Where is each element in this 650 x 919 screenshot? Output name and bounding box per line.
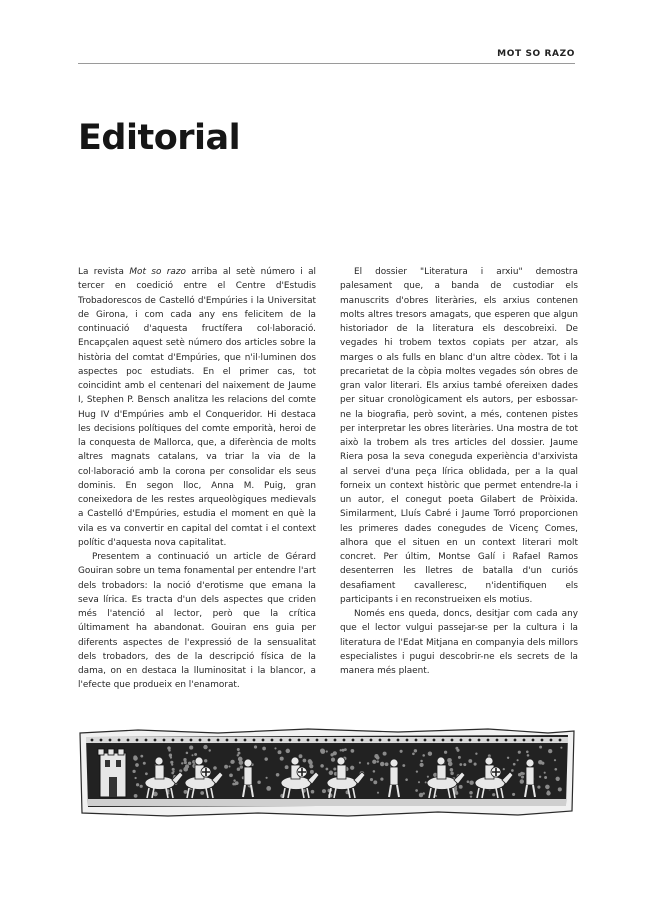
foliage-dot xyxy=(415,789,418,792)
foliage-dot xyxy=(418,781,420,783)
foliage-dot xyxy=(474,763,477,766)
foliage-dot xyxy=(266,777,268,779)
paragraph-dossier: El dossier "Literatura i arxiu" demostra palesament que, a banda de custodiar els manuscrits d'obres literàries, els arxius contenen molts altres tresors amagats, que esperen que algun historiador de la literatura els descobreixi. De vegades hi trobem textos copiats per atzar, als marges o als fulls en blanc d'un altre còdex. Tot i la precarietat de la còpia moltes vegades són obres de gran valor literari. Els arxius també ofereixen dades per situar cronològicament els autors, per esbossar-ne la biografia, però sovint, a més, contenen pistes per interpretar les obres literàries. Una mostra de tot això la trobem als tres articles del dossier. Jaume Riera posa la seva coneguda experiència d'arxivista al servei d'una peça lírica oblidada, per a la qual forneix un context històric que permet entendre-la i un autor, el conegut poeta Gilabert de Pròixida. Similarment, Lluís Cabré i Jaume Torró proporcionen les primeres dades conegudes de Vicenç Comes, alhora que el situen en un context literari molt concret. Per últim, Montse Galí i Rafael Ramos desenterren les lletres de batalla d'un curiós desafiament cavalleresc, n'identifiquen els participants i en reconstrueixen els motius. xyxy=(340,267,578,605)
foliage-dot xyxy=(517,759,519,761)
castle-tower xyxy=(98,749,126,797)
foliage-dot xyxy=(140,785,143,788)
border-dot xyxy=(235,739,238,742)
border-dot xyxy=(244,739,247,742)
border-dot xyxy=(316,739,319,742)
foliage-dot xyxy=(467,780,470,783)
foliage-dot xyxy=(239,760,244,765)
rider-head xyxy=(291,757,299,765)
figure-body xyxy=(526,767,534,785)
foliage-dot xyxy=(428,752,432,756)
foliage-dot xyxy=(554,768,557,771)
border-dot xyxy=(433,739,436,742)
foliage-dot xyxy=(181,762,183,764)
foliage-dot xyxy=(186,752,189,755)
foliage-dot xyxy=(503,768,505,770)
foliage-dot xyxy=(310,770,314,774)
foliage-dot xyxy=(311,790,315,794)
foliage-dot xyxy=(285,765,289,769)
foliage-dot xyxy=(280,757,284,761)
foliage-dot xyxy=(359,762,361,764)
foliage-dot xyxy=(548,749,552,753)
foliage-dot xyxy=(372,760,376,764)
foliage-dot xyxy=(278,750,282,754)
foliage-dot xyxy=(342,749,345,752)
border-dot xyxy=(271,739,274,742)
foliage-dot xyxy=(425,781,427,783)
border-dot xyxy=(136,739,139,742)
foliage-dot xyxy=(331,758,335,762)
foliage-dot xyxy=(377,792,379,794)
border-dot xyxy=(478,739,481,742)
foliage-dot xyxy=(189,746,193,750)
foliage-dot xyxy=(140,755,143,758)
foliage-dot xyxy=(539,776,541,778)
border-dot xyxy=(424,739,427,742)
foliage-dot xyxy=(136,783,139,786)
foliage-dot xyxy=(518,751,521,754)
foliage-dot xyxy=(264,757,267,760)
foliage-dot xyxy=(412,752,415,755)
foliage-dot xyxy=(169,754,172,757)
border-dot xyxy=(172,739,175,742)
border-dot xyxy=(154,739,157,742)
border-dot xyxy=(145,739,148,742)
foliage-dot xyxy=(194,753,197,756)
foliage-dot xyxy=(377,760,379,762)
foliage-dot xyxy=(326,750,328,752)
rider-body xyxy=(437,765,446,779)
foliage-dot xyxy=(468,759,472,763)
foliage-dot xyxy=(538,760,542,764)
foliage-dot xyxy=(560,747,562,749)
foliage-dot xyxy=(204,759,207,762)
foliage-dot xyxy=(374,754,378,758)
border-dot xyxy=(523,739,526,742)
border-dot xyxy=(163,739,166,742)
foliage-dot xyxy=(183,758,186,761)
figure-head xyxy=(244,759,252,767)
border-dot xyxy=(541,739,544,742)
foliage-dot xyxy=(547,790,550,793)
foliage-dot xyxy=(192,754,194,756)
foliage-dot xyxy=(350,766,354,770)
border-dot xyxy=(379,739,382,742)
foliage-dot xyxy=(213,766,217,770)
foliage-dot xyxy=(402,764,405,767)
foliage-dot xyxy=(380,762,384,766)
foliage-dot xyxy=(188,762,191,765)
foliage-dot xyxy=(511,769,514,772)
foliage-dot xyxy=(170,756,172,758)
foliage-dot xyxy=(299,754,303,758)
rider-head xyxy=(485,757,493,765)
border-dot xyxy=(226,739,229,742)
foliage-dot xyxy=(444,751,447,754)
foliage-dot xyxy=(330,753,333,756)
foliage-dot xyxy=(554,759,556,761)
foliage-dot xyxy=(373,780,377,784)
foliage-dot xyxy=(133,756,138,761)
foliage-dot xyxy=(229,773,233,777)
foliage-dot xyxy=(235,781,239,785)
foliage-dot xyxy=(232,783,235,786)
border-dot xyxy=(451,739,454,742)
foliage-dot xyxy=(257,780,261,784)
foliage-dot xyxy=(370,778,373,781)
foliage-dot xyxy=(383,752,387,756)
medieval-frieze-illustration xyxy=(78,727,576,819)
foliage-dot xyxy=(427,776,429,778)
foliage-dot xyxy=(518,773,521,776)
foliage-dot xyxy=(492,793,495,796)
text-column-left xyxy=(78,265,316,693)
foliage-dot xyxy=(450,772,453,775)
rider-body xyxy=(155,765,164,779)
foliage-dot xyxy=(469,791,473,795)
foliage-dot xyxy=(422,754,425,757)
border-dot xyxy=(262,739,265,742)
border-dot xyxy=(334,739,337,742)
border-dot xyxy=(91,739,94,742)
journal-title-italic: Mot so razo xyxy=(129,267,186,277)
border-dot xyxy=(253,739,256,742)
border-dot xyxy=(496,739,499,742)
frieze-lower-border xyxy=(88,799,566,806)
foliage-dot xyxy=(320,748,325,753)
border-dot xyxy=(307,739,310,742)
medieval-frieze-svg xyxy=(78,727,576,819)
foliage-dot xyxy=(527,754,530,757)
border-dot xyxy=(514,739,517,742)
foliage-dot xyxy=(143,762,146,765)
paragraph-closing: Només ens queda, doncs, desitjar com cada any que el lector vulgui passejar-se per la cultura i la literatura de l'Edat Mitjana en companyia dels millors especialistes i pugui descobrir-ne els secrets de la manera més plaent. xyxy=(340,609,578,676)
figure-head xyxy=(526,759,534,767)
border-dot xyxy=(343,739,346,742)
figure-body xyxy=(390,767,398,785)
border-dot xyxy=(460,739,463,742)
foliage-dot xyxy=(203,745,207,749)
foliage-dot xyxy=(373,770,376,773)
foliage-dot xyxy=(132,770,135,773)
foliage-dot xyxy=(520,779,524,783)
rider-head xyxy=(195,757,203,765)
border-dot xyxy=(190,739,193,742)
paragraph-gouiran: Presentem a continuació un article de Gérard Gouiran sobre un tema fonamental per entendre l'art dels trobadors: la noció d'erotisme que emana la seva lírica. Es tracta d'un dels aspectes que criden més l'atenció al lector, però que la crítica últimament ha abandonat. Gouiran ens guia per diferents aspectes de l'expressió de la sensualitat dels trobadors, des de la descripció física de la dama, on en destaca la lluminositat i la blancor, a l'efecte que produeix en l'enamorat. xyxy=(78,552,316,691)
figure-head xyxy=(390,759,398,767)
foliage-dot xyxy=(475,753,477,755)
border-dot xyxy=(289,739,292,742)
foliage-dot xyxy=(274,747,276,749)
page-title: Editorial xyxy=(78,118,241,158)
foliage-dot xyxy=(303,759,307,763)
foliage-dot xyxy=(208,749,210,751)
foliage-dot xyxy=(276,773,280,777)
border-dot xyxy=(352,739,355,742)
border-dot xyxy=(532,739,535,742)
paragraph-intro xyxy=(78,265,316,550)
border-dot xyxy=(361,739,364,742)
foliage-dot xyxy=(308,760,312,764)
border-dot xyxy=(109,739,112,742)
foliage-dot xyxy=(544,776,547,779)
foliage-dot xyxy=(184,761,187,764)
border-dot xyxy=(199,739,202,742)
foliage-dot xyxy=(463,763,466,766)
foliage-dot xyxy=(184,790,188,794)
border-dot xyxy=(280,739,283,742)
foliage-dot xyxy=(185,764,189,768)
foliage-dot xyxy=(170,761,173,764)
border-dot xyxy=(397,739,400,742)
border-dot xyxy=(550,739,553,742)
border-dot xyxy=(208,739,211,742)
foliage-dot xyxy=(414,749,417,752)
foliage-dot xyxy=(320,764,324,768)
foliage-dot xyxy=(262,747,266,751)
foliage-dot xyxy=(173,771,175,773)
foliage-dot xyxy=(326,768,329,771)
foliage-dot xyxy=(469,780,473,784)
rider-head xyxy=(437,757,445,765)
border-dot xyxy=(505,739,508,742)
foliage-dot xyxy=(233,779,235,781)
border-dot xyxy=(217,739,220,742)
border-dot xyxy=(100,739,103,742)
foliage-dot xyxy=(322,789,326,793)
foliage-dot xyxy=(422,792,425,795)
foliage-dot xyxy=(230,761,233,764)
foliage-dot xyxy=(171,763,173,765)
rider-head xyxy=(337,757,345,765)
foliage-dot xyxy=(266,786,271,791)
rider-head xyxy=(155,757,163,765)
foliage-dot xyxy=(459,763,462,766)
paragraph-intro-body: arriba al setè número i al tercer en coedició entre el Centre d'Estudis Trobadorescos de Castelló d'Empúries i la Universitat de Girona, i com cada any ens felicitem de la continuació d'aquesta fructífera col·laboració. Encapçalen aquest setè número dos articles sobre la història del comtat d'Empúries, que n'il·luminen dos aspectes poc estudiats. En el primer cas, tot coincidint amb el centenari del naixement de Jaume I, Stephen P. Bensch analitza les relacions del comte Hug IV d'Empúries amb el Conqueridor. Hi destaca les decisions polítiques del comte emporità, heroi de la conquesta de Mallorca, que, a diferència de molts altres magnats catalans, va triar la via de la col·laboració amb la corona per consolidar els seus dominis. En segon lloc, Anna M. Puig, gran coneixedora de les restes arqueològiques medievals a Castelló d'Empúries, estudia el moment en què la vila es va convertir en capital del comtat i el context polític d'aquesta nova capitalitat. xyxy=(78,267,316,548)
foliage-dot xyxy=(400,750,403,753)
header-rule xyxy=(78,63,575,64)
foliage-dot xyxy=(367,762,369,764)
foliage-dot xyxy=(333,767,336,770)
border-dot xyxy=(559,739,562,742)
foliage-dot xyxy=(145,772,148,775)
foliage-dot xyxy=(545,785,550,790)
foliage-dot xyxy=(329,771,334,776)
foliage-dot xyxy=(286,749,290,753)
foliage-dot xyxy=(237,754,239,756)
foliage-dot xyxy=(450,768,454,772)
foliage-dot xyxy=(455,747,458,750)
border-dot xyxy=(469,739,472,742)
foliage-dot xyxy=(200,791,204,795)
foliage-dot xyxy=(539,746,542,749)
paragraph-intro-lead: La revista xyxy=(78,267,130,277)
foliage-dot xyxy=(405,778,408,781)
foliage-dot xyxy=(513,763,516,766)
foliage-dot xyxy=(340,749,342,751)
border-dot xyxy=(325,739,328,742)
border-dot xyxy=(415,739,418,742)
foliage-dot xyxy=(557,779,559,781)
foliage-dot xyxy=(416,770,418,772)
foliage-dot xyxy=(470,795,472,797)
foliage-dot xyxy=(512,793,515,796)
foliage-dot xyxy=(526,751,529,754)
foliage-dot xyxy=(521,775,524,778)
foliage-dot xyxy=(254,745,257,748)
foliage-dot xyxy=(420,760,422,762)
foliage-dot xyxy=(420,763,424,767)
foliage-dot xyxy=(522,772,525,775)
foliage-dot xyxy=(459,785,463,789)
border-dot xyxy=(118,739,121,742)
foliage-dot xyxy=(237,748,240,751)
foliage-dot xyxy=(135,763,139,767)
foliage-dot xyxy=(309,764,313,768)
foliage-dot xyxy=(507,757,509,759)
foliage-dot xyxy=(351,749,355,753)
foliage-dot xyxy=(448,762,453,767)
foliage-dot xyxy=(224,765,228,769)
foliage-dot xyxy=(134,777,136,779)
foliage-dot xyxy=(558,787,562,791)
border-dot xyxy=(406,739,409,742)
border-dot xyxy=(181,739,184,742)
border-dot xyxy=(127,739,130,742)
running-head: MOT SO RAZO xyxy=(497,49,575,59)
foliage-dot xyxy=(537,786,540,789)
border-dot xyxy=(298,739,301,742)
border-dot xyxy=(442,739,445,742)
foliage-dot xyxy=(544,772,546,774)
foliage-dot xyxy=(172,768,175,771)
border-dot xyxy=(388,739,391,742)
foliage-dot xyxy=(240,765,243,768)
foliage-dot xyxy=(380,778,383,781)
foliage-dot xyxy=(168,749,171,752)
foliage-dot xyxy=(134,794,138,798)
border-dot xyxy=(487,739,490,742)
figure-body xyxy=(244,767,252,785)
foliage-dot xyxy=(237,767,240,770)
text-column-right xyxy=(340,265,578,678)
rider-body xyxy=(337,765,346,779)
foliage-dot xyxy=(458,756,461,759)
foliage-dot xyxy=(385,762,389,766)
border-dot xyxy=(370,739,373,742)
foliage-dot xyxy=(228,765,230,767)
